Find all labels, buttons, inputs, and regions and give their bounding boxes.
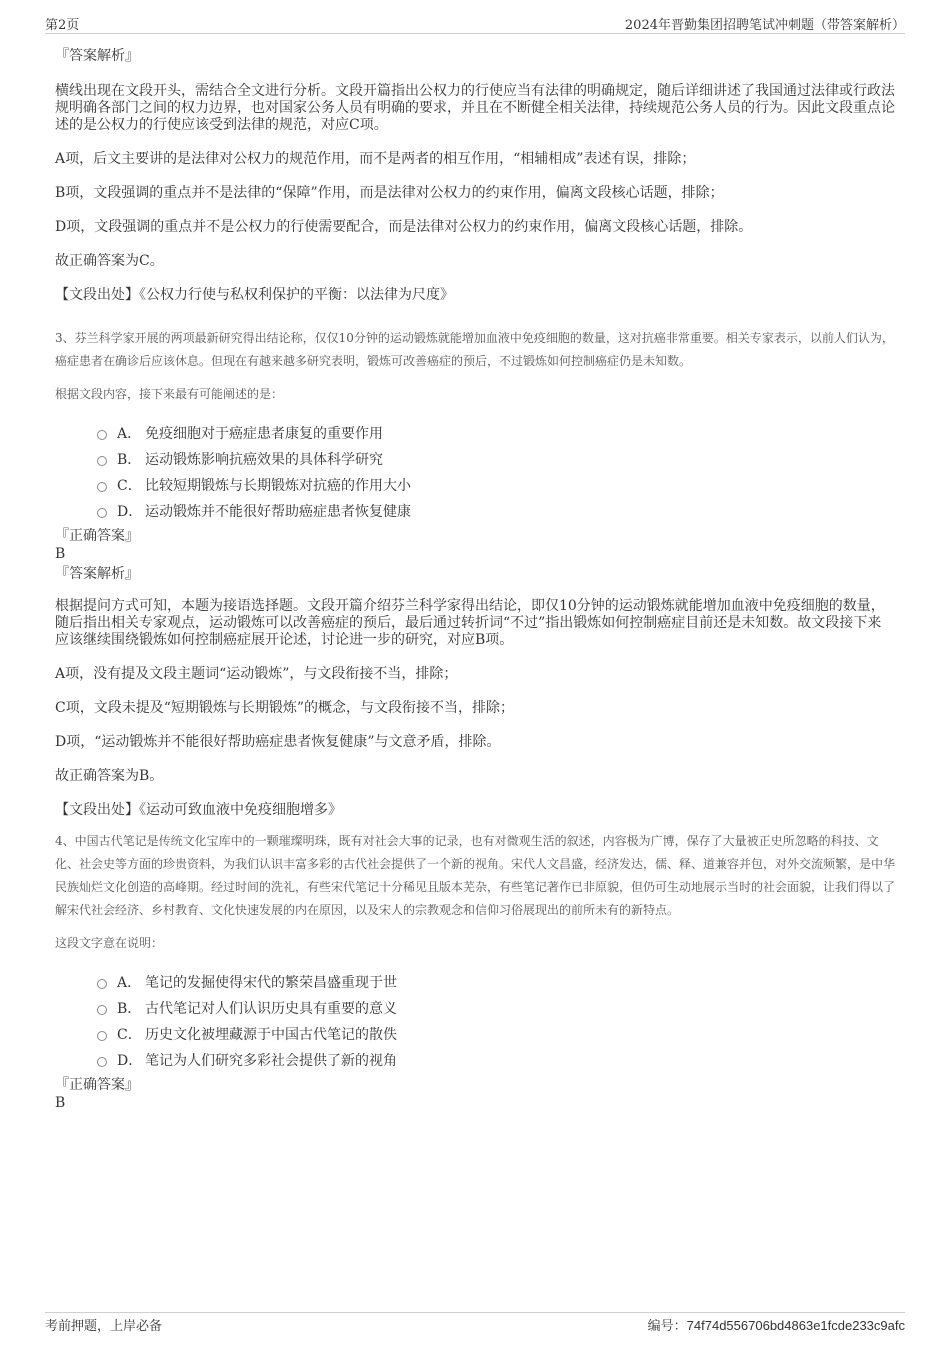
radio-button[interactable] [97,430,107,440]
question-4-options [55,970,895,1074]
page-footer [45,1312,905,1334]
analysis-item-d: D项，文段强调的重点并不是公权力的行使需要配合，而是法律对公权力的约束作用，偏离文段核心话题，排除。 [55,219,753,235]
option-letter: B． [117,452,142,468]
question-3-prompt: 根据文段内容，接下来最有可能阐述的是： [55,387,284,401]
option-b[interactable] [97,996,895,1022]
option-text: 古代笔记对人们认识历史具有重要的意义 [145,1001,397,1017]
question-4-stem: 4、中国古代笔记是传统文化宝库中的一颗璀璨明珠，既有对社会大事的记录，也有对微观生活的叙述，内容极为广博，保存了大量被正史所忽略的科技、文化、社会史等方面的珍贵资料，为我们认识丰富多彩的古代社会提供了一个新的视角。宋代人文昌盛，经济发达，儒、释、道兼容并包，对外交流频繁，是中华民族灿烂文化创造的高峰期。经过时间的洗礼，有些宋代笔记十分稀见且版本芜杂，有些笔记著作已非原貌，但仍可生动地展示当时的社会面貌，让我们得以了解宋代社会经济、乡村教育、文化快速发展的内在原因，以及宋人的宗教观念和信仰习俗展现出的前所未有的新特点。 [55,834,896,917]
option-letter: C． [117,478,142,494]
analysis-label: 『答案解析』 [55,566,139,582]
analysis-conclusion: 故正确答案为C。 [55,253,164,269]
option-text: 免疫细胞对于癌症患者康复的重要作用 [145,426,383,442]
option-b[interactable] [97,447,895,473]
option-text: 笔记为人们研究多彩社会提供了新的视角 [145,1053,397,1069]
option-letter: C． [117,1027,142,1043]
analysis-item-a: A项，没有提及文段主题词“运动锻炼”，与文段衔接不当，排除； [55,666,458,682]
option-text: 运动锻炼并不能很好帮助癌症患者恢复健康 [145,504,411,520]
radio-button[interactable] [97,482,107,492]
option-letter: A． [117,426,142,442]
option-d[interactable] [97,499,895,525]
analysis-item-b: B项，文段强调的重点并不是法律的“保障”作用，而是法律对公权力的约束作用，偏离文段核心话题，排除； [55,185,724,201]
option-letter: B． [117,1001,142,1017]
analysis-item-a: A项，后文主要讲的是法律对公权力的规范作用，而不是两者的相互作用，“相辅相成”表述有误，排除； [55,151,696,167]
option-a[interactable] [97,421,895,447]
option-text: 历史文化被埋藏源于中国古代笔记的散佚 [145,1027,397,1043]
option-d[interactable] [97,1048,895,1074]
source-citation: 【文段出处】《公权力行使与私权利保护的平衡：以法律为尺度》 [55,287,454,303]
option-a[interactable] [97,970,895,996]
document-body [55,44,895,1112]
option-text: 笔记的发掘使得宋代的繁荣昌盛重现于世 [145,975,397,991]
correct-answer-label: 『正确答案』 [55,1077,139,1093]
page-header [45,12,905,34]
analysis-text: 横线出现在文段开头，需结合全文进行分析。文段开篇指出公权力的行使应当有法律的明确规定，随后详细讲述了我国通过法律或行政法规明确各部门之间的权力边界，也对国家公务人员有明确的要求，并且在不断健全相关法律，持续规范公务人员的行为。因此文段重点论述的是公权力的行使应该受到法律的规范，对应C项。 [55,83,895,133]
document-title: 2024年晋勤集团招聘笔试冲刺题（带答案解析） [624,18,905,33]
option-c[interactable] [97,473,895,499]
analysis-item-d: D项，“运动锻炼并不能很好帮助癌症患者恢复健康”与文意矛盾，排除。 [55,734,501,750]
question-3-options [55,421,895,525]
correct-answer: B [55,1095,66,1111]
page-number: 第2页 [45,18,80,33]
radio-button[interactable] [97,456,107,466]
option-text: 比较短期锻炼与长期锻炼对抗癌的作用大小 [145,478,411,494]
radio-button[interactable] [97,1005,107,1015]
correct-answer: B [55,546,66,562]
source-citation: 【文段出处】《运动可致血液中免疫细胞增多》 [55,802,342,818]
option-c[interactable] [97,1022,895,1048]
document-code: 编号：74f74d556706bd4863e1fcde233c9afc [647,1318,905,1333]
analysis-text: 根据提问方式可知，本题为接语选择题。文段开篇介绍芬兰科学家得出结论，即仅10分钟的运动锻炼就能增加血液中免疫细胞的数量，随后指出相关专家观点，运动锻炼可以改善癌症的预后，最后通过转折词“不过”指出锻炼如何控制癌症目前还是未知数。故文段接下来应该继续围绕锻炼如何控制癌症展开论述，讨论进一步的研究，对应B项。 [55,598,885,648]
analysis-item-c: C项，文段未提及“短期锻炼与长期锻炼”的概念，与文段衔接不当，排除； [55,700,515,716]
footer-slogan: 考前押题，上岸必备 [45,1319,163,1334]
radio-button[interactable] [97,508,107,518]
question-3-stem: 3、芬兰科学家开展的两项最新研究得出结论称，仅仅10分钟的运动锻炼就能增加血液中免疫细胞的数量，这对抗癌非常重要。相关专家表示，以前人们认为，癌症患者在确诊后应该休息。但现在有越来越多研究表明，锻炼可改善癌症的预后，不过锻炼如何控制癌症仍是未知数。 [55,331,894,368]
option-text: 运动锻炼影响抗癌效果的具体科学研究 [145,452,383,468]
question-4-prompt: 这段文字意在说明： [55,936,164,950]
radio-button[interactable] [97,979,107,989]
radio-button[interactable] [97,1057,107,1067]
option-letter: D． [117,1053,143,1069]
option-letter: D． [117,504,143,520]
option-letter: A． [117,975,142,991]
analysis-conclusion: 故正确答案为B。 [55,768,164,784]
correct-answer-label: 『正确答案』 [55,528,139,544]
radio-button[interactable] [97,1031,107,1041]
analysis-label: 『答案解析』 [55,48,139,64]
